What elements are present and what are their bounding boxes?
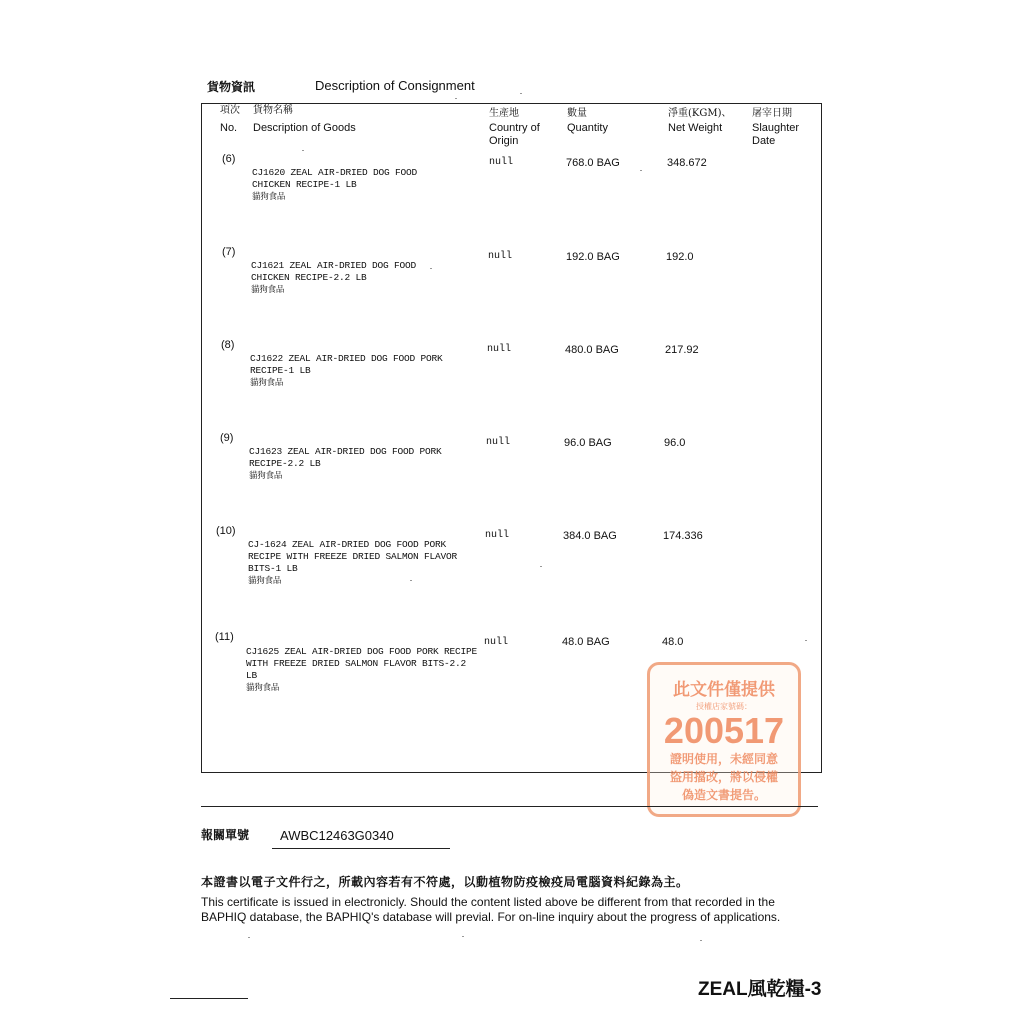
header-no <box>220 104 240 135</box>
authorization-stamp <box>647 662 801 817</box>
page-footer-label: ZEAL風乾糧-3 <box>698 979 822 1000</box>
row-10-desc-en: CJ-1624 ZEAL AIR-DRIED DOG FOOD PORK RECIPE WITH FREEZE DRIED SALMON FLAVOR BITS-1 LB <box>248 539 458 574</box>
row-11-weight: 48.0 <box>662 636 684 648</box>
header-weight-en: Net Weight <box>668 122 723 134</box>
row-8-origin: null <box>487 344 512 355</box>
row-7-desc-en: CJ1621 ZEAL AIR-DRIED DOG FOOD CHICKEN RECIPE-2.2 LB <box>251 260 417 283</box>
row-10-weight: 174.336 <box>663 530 703 542</box>
footer-rule <box>170 998 248 999</box>
header-origin-zh: 生產地 <box>489 108 519 119</box>
header-slaughter-en: Slaughter Date <box>752 122 800 147</box>
row-11-qty: 48.0 BAG <box>562 636 610 648</box>
row-6-qty: 768.0 BAG <box>566 157 620 169</box>
stamp-line-5: 盜用擋改，將以侵權 <box>669 770 778 784</box>
declaration-number: AWBC12463G0340 <box>280 828 394 843</box>
row-8-no: (8) <box>221 339 235 351</box>
row-6-no: (6) <box>222 153 236 165</box>
row-6-weight: 348.672 <box>667 157 707 169</box>
row-8-qty: 480.0 BAG <box>565 344 619 356</box>
row-6-origin: null <box>489 157 514 168</box>
header-desc-en: Description of Goods <box>253 122 356 134</box>
scan-speck <box>640 170 642 171</box>
row-9-no: (9) <box>220 432 234 444</box>
header-desc-zh: 貨物名稱 <box>253 105 293 116</box>
certificate-note-zh: 本證書以電子文件行之，所載內容若有不符處，以動植物防疫檢疫局電腦資料紀錄為主。 <box>201 875 689 889</box>
row-9-desc-zh: 貓狗食品 <box>249 471 283 481</box>
row-6-desc <box>252 155 417 215</box>
scan-speck <box>805 640 807 641</box>
divider-line <box>201 806 818 807</box>
header-qty-en: Quantity <box>567 122 608 134</box>
section-title-zh: 貨物資訊 <box>207 80 256 94</box>
stamp-line-4: 證明使用，未經同意 <box>669 752 778 766</box>
stamp-line-6: 偽造文書提告。 <box>681 788 766 802</box>
row-7-desc-zh: 貓狗食品 <box>251 285 285 295</box>
header-desc <box>253 104 356 135</box>
header-weight-zh: 淨重(KGM)、 <box>668 108 732 119</box>
certificate-note-en: This certificate is issued in electronicly. Should the content listed above be different from that recorded in the BAPHIQ database, the BAPHIQ's database will previal. For on-line inquiry about the progress of applications. <box>201 895 781 924</box>
row-9-qty: 96.0 BAG <box>564 437 612 449</box>
row-9-weight: 96.0 <box>664 437 686 449</box>
row-11-no: (11) <box>215 631 234 643</box>
row-10-desc <box>248 527 457 599</box>
stamp-line-1: 此文件僅提供 <box>673 680 775 700</box>
stamp-line-2: 授權店家號碼： <box>696 702 752 711</box>
row-11-desc-en: CJ1625 ZEAL AIR-DRIED DOG FOOD PORK RECIPE WITH FREEZE DRIED SALMON FLAVOR BITS-2.2 LB <box>246 646 478 681</box>
row-8-desc <box>250 341 443 401</box>
scan-speck <box>700 940 702 941</box>
declaration-underline <box>272 848 450 849</box>
scan-speck <box>520 93 522 94</box>
row-8-desc-en: CJ1622 ZEAL AIR-DRIED DOG FOOD PORK RECIPE-1 LB <box>250 353 443 376</box>
scan-speck <box>430 268 432 269</box>
scan-speck <box>455 98 457 99</box>
scan-speck <box>540 566 542 567</box>
row-10-desc-zh: 貓狗食品 <box>248 576 282 586</box>
header-no-zh: 項次 <box>220 105 240 116</box>
row-10-qty: 384.0 BAG <box>563 530 617 542</box>
row-8-desc-zh: 貓狗食品 <box>250 378 284 388</box>
row-6-desc-en: CJ1620 ZEAL AIR-DRIED DOG FOOD CHICKEN RECIPE-1 LB <box>252 167 418 190</box>
row-9-desc-en: CJ1623 ZEAL AIR-DRIED DOG FOOD PORK RECIPE-2.2 LB <box>249 446 442 469</box>
header-qty <box>567 107 608 135</box>
scan-speck <box>462 936 464 937</box>
row-7-origin: null <box>488 251 513 262</box>
declaration-label: 報關單號 <box>201 828 250 842</box>
row-11-desc-zh: 貓狗食品 <box>246 683 280 693</box>
section-title-en: Description of Consignment <box>315 78 475 93</box>
scan-speck <box>248 937 250 938</box>
row-7-no: (7) <box>222 246 236 258</box>
header-origin <box>489 107 551 148</box>
row-7-desc <box>251 248 416 308</box>
row-6-desc-zh: 貓狗食品 <box>252 192 286 202</box>
header-weight <box>668 107 732 135</box>
row-9-origin: null <box>486 437 511 448</box>
header-slaughter <box>752 107 812 148</box>
row-9-desc <box>249 434 442 494</box>
stamp-number: 200517 <box>663 710 785 751</box>
row-7-qty: 192.0 BAG <box>566 251 620 263</box>
row-11-origin: null <box>484 637 509 648</box>
scan-speck <box>410 580 412 581</box>
row-10-no: (10) <box>216 525 236 537</box>
row-11-desc <box>246 634 477 706</box>
header-slaughter-zh: 屠宰日期 <box>752 108 792 119</box>
header-no-en: No. <box>220 122 238 134</box>
header-origin-en: Country of Origin <box>489 122 540 147</box>
scan-speck <box>302 150 304 151</box>
header-qty-zh: 數量 <box>567 108 587 119</box>
row-10-origin: null <box>485 530 510 541</box>
row-8-weight: 217.92 <box>665 344 699 356</box>
row-7-weight: 192.0 <box>666 251 694 263</box>
